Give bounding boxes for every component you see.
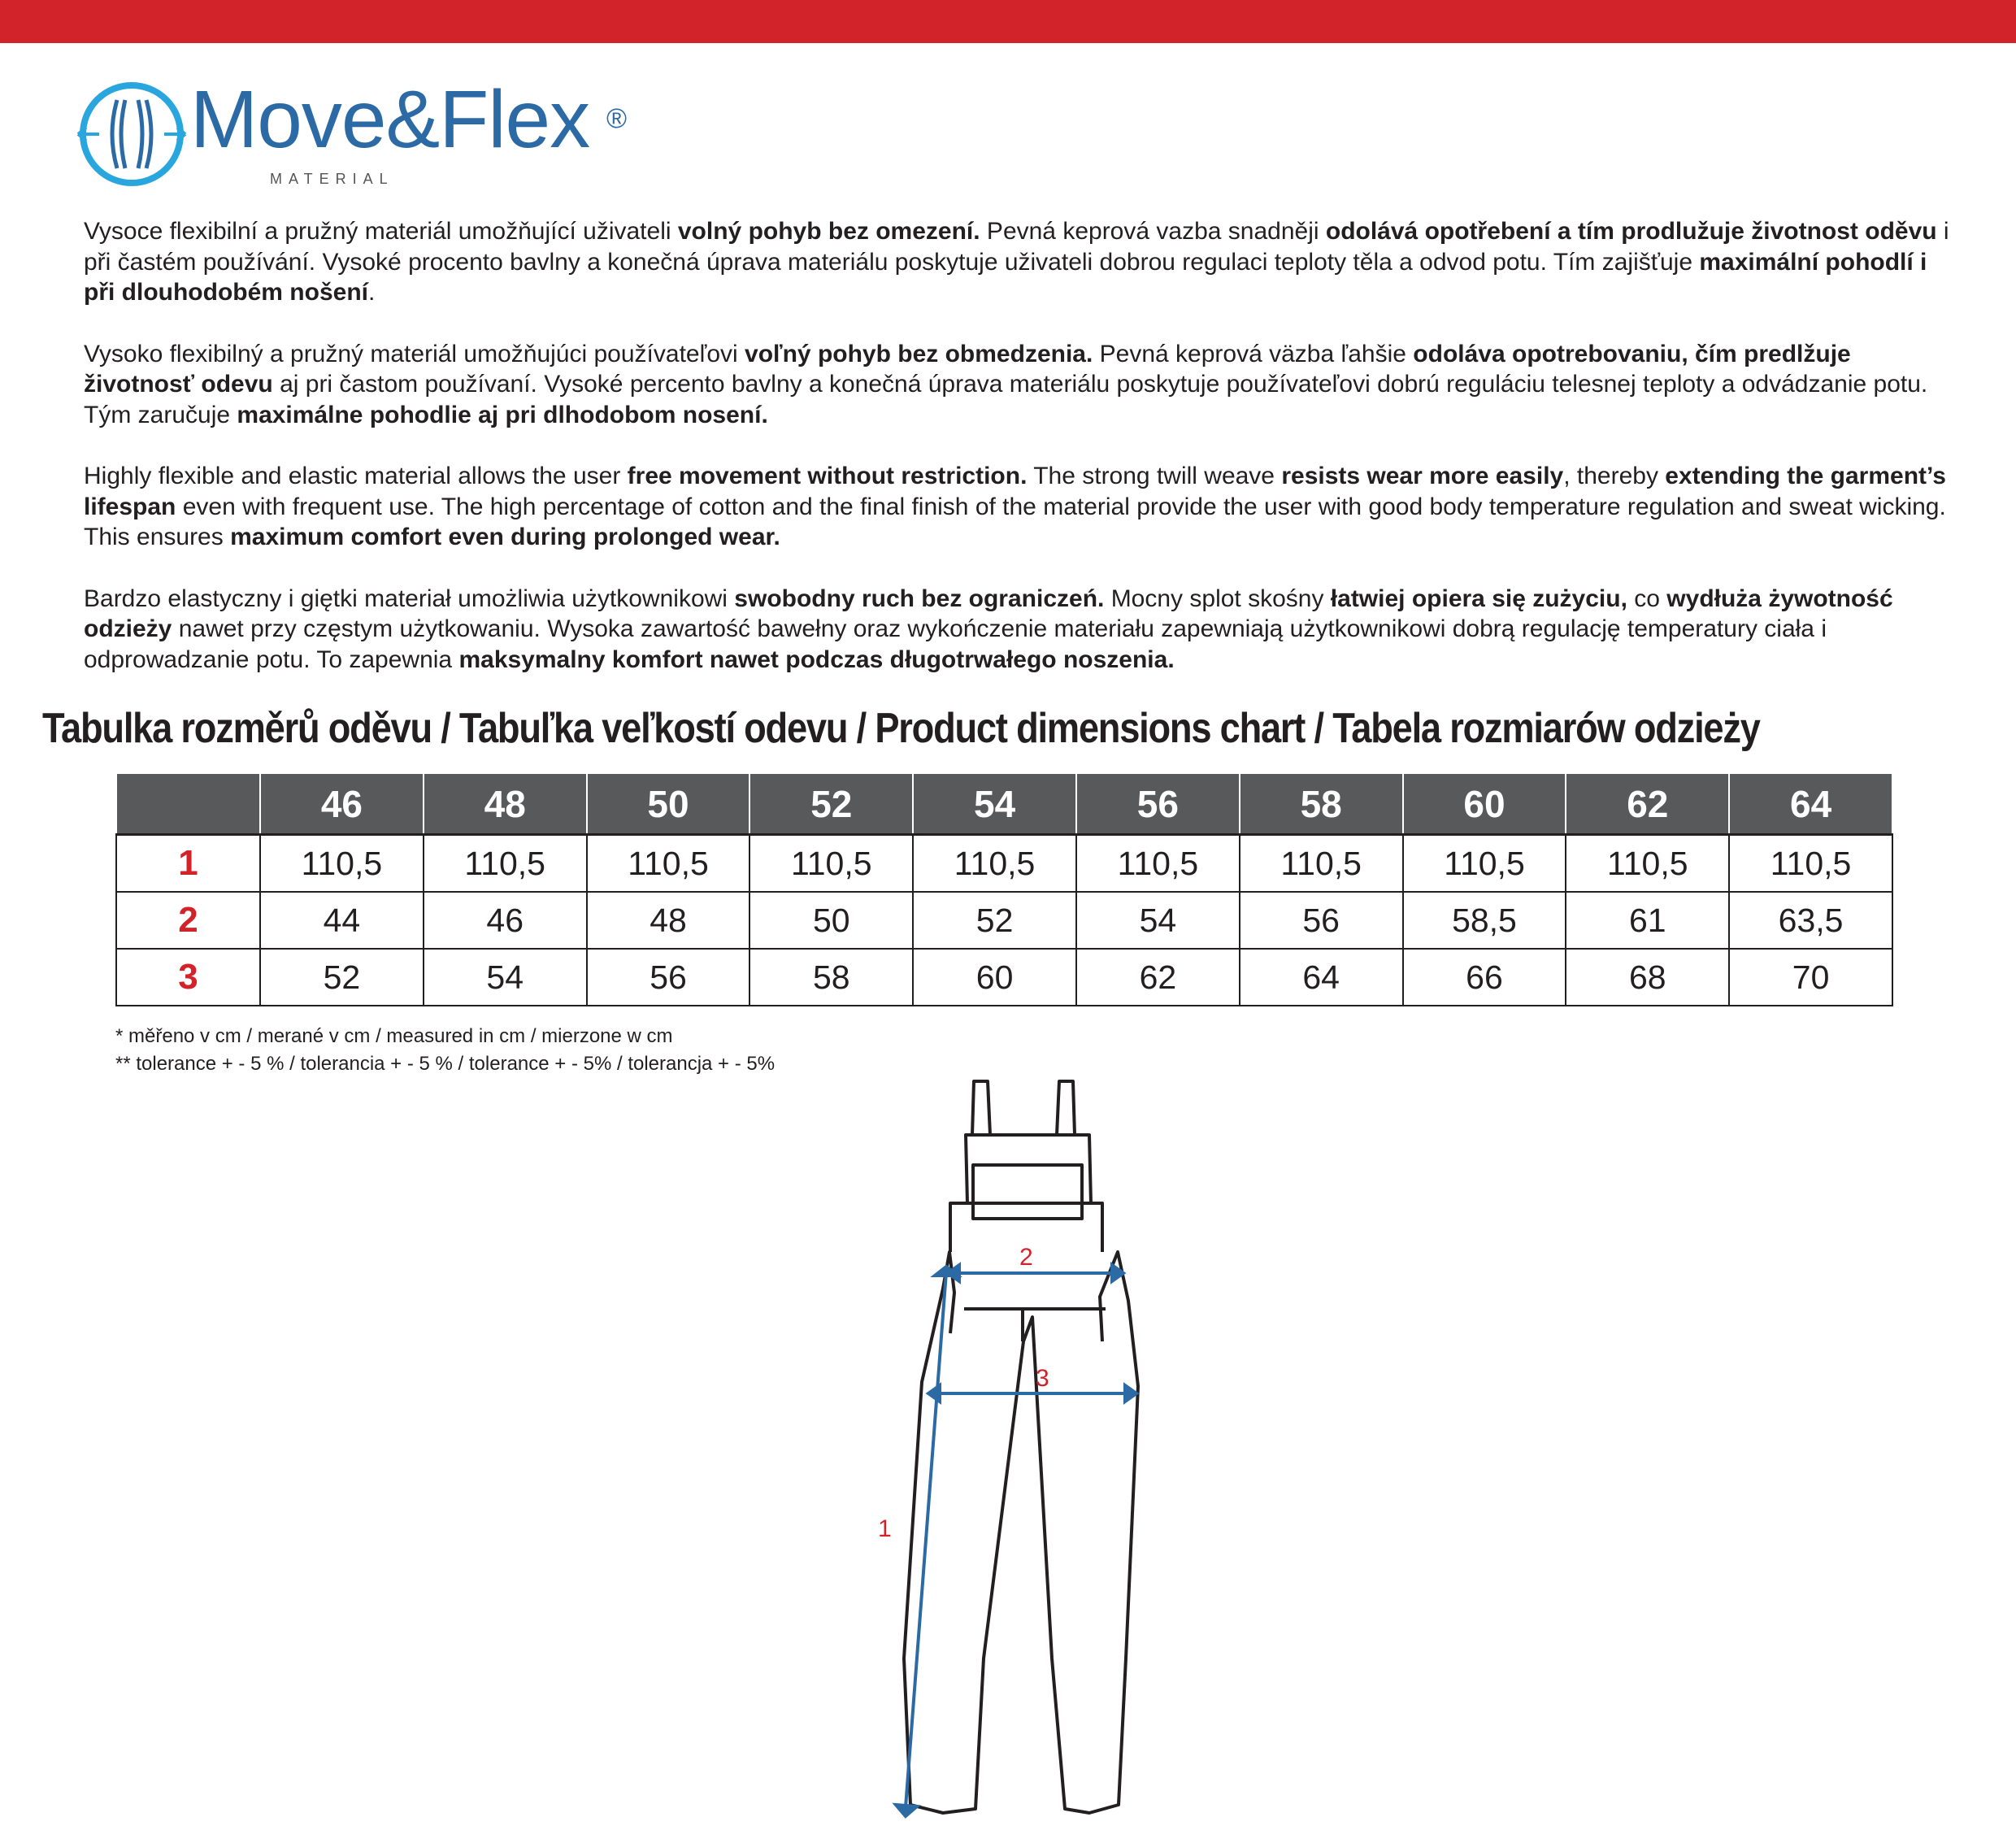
size-table-body — [116, 835, 1892, 1006]
measurement-value: 110,5 — [1240, 835, 1403, 893]
hip-arrow-left — [928, 1385, 940, 1402]
emphasis-text: maksymalny komfort nawet podczas długotrwałego noszenia. — [458, 645, 1175, 673]
measurement-value: 110,5 — [1076, 835, 1240, 893]
measurement-value: 46 — [424, 892, 587, 949]
description-sk — [84, 339, 1953, 431]
measurement-value: 54 — [424, 949, 587, 1006]
size-chart-title: Tabulka rozměrů oděvu / Tabuľka veľkostí odevu / Product dimensions chart / Tabela rozmiarów odzieży — [42, 705, 1760, 752]
emphasis-text: odoláva opotrebovaniu, čím predlžuje životnosť odevu — [84, 340, 1851, 398]
emphasis-text: swobodny ruch bez ograniczeń. — [734, 585, 1105, 612]
size-column-header: 48 — [424, 773, 587, 835]
emphasis-text: resists wear more easily — [1281, 463, 1564, 489]
size-column-header: 64 — [1729, 773, 1892, 835]
size-column-header: 62 — [1566, 773, 1729, 835]
measurement-value: 54 — [1076, 892, 1240, 949]
emphasis-text: odolává opotřebení a tím prodlužuje životnost oděvu — [1325, 218, 1937, 245]
measurement-value: 110,5 — [587, 835, 750, 893]
measurement-arrows — [896, 1265, 1136, 1816]
measurement-value: 70 — [1729, 949, 1892, 1006]
emphasis-text: maximum comfort even during prolonged wear. — [230, 524, 780, 550]
corner-cell — [116, 773, 260, 835]
measurement-value: 110,5 — [749, 835, 913, 893]
move-flex-logo — [75, 74, 644, 199]
measurement-value: 110,5 — [260, 835, 424, 893]
body-text: Bardzo elastyczny i giętki materiał umożliwia użytkownikowi — [84, 585, 735, 612]
table-row — [116, 835, 1892, 893]
bib — [966, 1135, 1091, 1203]
measurement-value: 61 — [1566, 892, 1729, 949]
body-text: . — [367, 279, 376, 306]
table-row — [116, 949, 1892, 1006]
measurement-value: 64 — [1240, 949, 1403, 1006]
size-column-header: 60 — [1403, 773, 1566, 835]
emphasis-text: free movement without restriction. — [627, 463, 1028, 489]
body-text: Vysoko flexibilný a pružný materiál umožňujúci používateľovi — [84, 340, 745, 367]
body-text: Pevná keprová väzba ľahšie — [1093, 340, 1414, 367]
size-table — [115, 772, 1893, 1006]
measurement-value: 56 — [587, 949, 750, 1006]
body-text: i při častém používání. Vysoké procento bavlny a konečná úprava materiálu poskytuje uživateli dobrou regulaci teploty těla a odvod potu. Tím zajišťuje — [84, 218, 1949, 276]
body-text: The strong twill weave — [1027, 463, 1282, 489]
measurement-label: 2 — [116, 892, 260, 949]
body-text: Vysoce flexibilní a pružný materiál umožňující uživateli — [84, 218, 678, 245]
left-strap — [972, 1081, 990, 1135]
size-column-header: 56 — [1076, 773, 1240, 835]
table-notes — [115, 1023, 775, 1078]
logo-subtitle: MATERIAL — [270, 171, 394, 187]
size-column-header: 52 — [749, 773, 913, 835]
measurement-value: 52 — [913, 892, 1076, 949]
top-accent-bar — [0, 0, 2016, 43]
measured-note: * měřeno v cm / merané v cm / measured in cm / mierzone w cm — [115, 1025, 673, 1047]
measurement-value: 58,5 — [1403, 892, 1566, 949]
body-text: co — [1627, 585, 1667, 612]
bib-pocket — [973, 1165, 1082, 1219]
measurement-value: 63,5 — [1729, 892, 1892, 949]
body-text: Mocny splot skośny — [1104, 585, 1331, 612]
registered-mark: ® — [606, 103, 628, 134]
description-pl — [84, 584, 1953, 676]
measurement-value: 68 — [1566, 949, 1729, 1006]
measurement-value: 60 — [913, 949, 1076, 1006]
hip-arrow-right — [1125, 1385, 1136, 1402]
overalls-outline — [904, 1081, 1138, 1813]
size-column-header: 50 — [587, 773, 750, 835]
description-en — [84, 461, 1953, 553]
measurement-value: 110,5 — [913, 835, 1076, 893]
tolerance-note: ** tolerance + - 5 % / tolerancia + - 5 % / tolerance + - 5% / tolerancja + - 5% — [115, 1053, 776, 1075]
size-column-header: 58 — [1240, 773, 1403, 835]
table-row — [116, 892, 1892, 949]
measurement-value: 62 — [1076, 949, 1240, 1006]
waist-label: 2 — [1019, 1244, 1033, 1271]
measurement-value: 110,5 — [1403, 835, 1566, 893]
material-descriptions — [84, 216, 1953, 706]
length-arrow-head-bottom — [896, 1805, 917, 1816]
size-header-row — [116, 773, 1892, 835]
logo-wordmark: Move&Flex — [190, 74, 590, 165]
measurement-value: 44 — [260, 892, 424, 949]
body-text: aj pri častom používaní. Vysoké percento bavlny a konečná úprava materiálu poskytuje používateľovi dobrú reguláciu telesnej teploty a odvádzanie potu. Tým zaručuje — [84, 371, 1928, 428]
measurement-value: 66 — [1403, 949, 1566, 1006]
measurement-value: 110,5 — [1566, 835, 1729, 893]
length-label: 1 — [878, 1515, 892, 1542]
measurement-value: 110,5 — [1729, 835, 1892, 893]
description-cz — [84, 216, 1953, 308]
measurement-value: 56 — [1240, 892, 1403, 949]
body-text: , thereby — [1563, 463, 1666, 489]
emphasis-text: volný pohyb bez omezení. — [677, 218, 980, 245]
measurement-value: 58 — [749, 949, 913, 1006]
logo-mark-icon — [75, 77, 189, 191]
size-column-header: 46 — [260, 773, 424, 835]
emphasis-text: wydłuża żywotność odzieży — [84, 585, 1893, 642]
measurement-value: 52 — [260, 949, 424, 1006]
emphasis-text: maximální pohodlí i při dlouhodobém nošení — [84, 248, 1927, 306]
size-column-header: 54 — [913, 773, 1076, 835]
right-strap — [1057, 1081, 1075, 1135]
hip-label: 3 — [1036, 1365, 1049, 1392]
body-text: Pevná keprová vazba snadněji — [980, 218, 1326, 245]
emphasis-text: maximálne pohodlie aj pri dlhodobom nosení. — [237, 401, 768, 428]
body-text: nawet przy częstym użytkowaniu. Wysoka zawartość bawełny oraz wykończenie materiału zapewniają użytkownikowi dobrą regulację temperatury ciała i odprowadzanie potu. To zapewnia — [84, 615, 1827, 673]
measurement-value: 48 — [587, 892, 750, 949]
measurement-label: 1 — [116, 835, 260, 893]
overalls-diagram — [862, 1073, 1154, 1829]
body-text: Highly flexible and elastic material allows the user — [84, 463, 628, 489]
measurement-value: 110,5 — [424, 835, 587, 893]
measurement-value: 50 — [749, 892, 913, 949]
emphasis-text: extending the garment’s lifespan — [84, 463, 1946, 520]
emphasis-text: voľný pohyb bez obmedzenia. — [745, 340, 1093, 367]
body-text: even with frequent use. The high percentage of cotton and the final finish of the material provide the user with good body temperature regulation and sweat wicking. This ensures — [84, 493, 1946, 550]
emphasis-text: łatwiej opiera się zużyciu, — [1330, 585, 1627, 612]
measurement-label: 3 — [116, 949, 260, 1006]
